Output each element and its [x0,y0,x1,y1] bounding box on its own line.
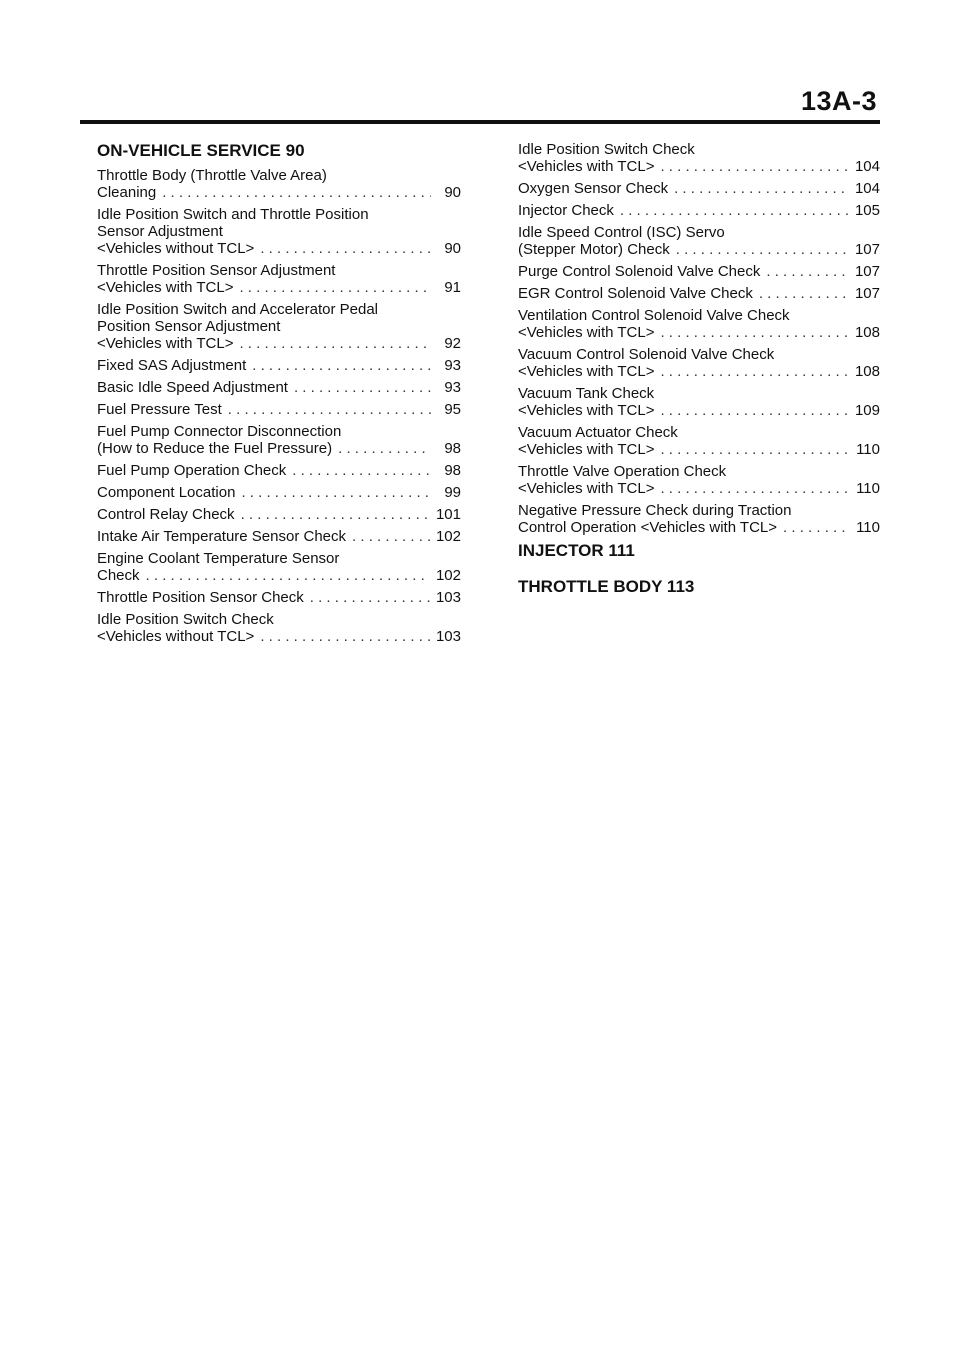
toc-entry[interactable] [97,506,461,523]
toc-entry[interactable] [518,385,880,419]
toc-entry[interactable] [97,401,461,418]
toc-entry-title: Purge Control Solenoid Valve Check [518,263,761,280]
toc-entry-title: Fuel Pressure Test [97,401,222,418]
dot-leader [260,240,431,257]
toc-entry-title: Fixed SAS Adjustment [97,357,247,374]
toc-entry-line: Idle Position Switch and Accelerator Pedal [97,301,378,318]
dot-leader [239,279,431,296]
toc-entry-title: Control Operation <Vehicles with TCL> [518,519,778,536]
dot-leader [674,180,849,197]
section-title: ON-VEHICLE SERVICE [97,141,281,160]
toc-entry-title: <Vehicles with TCL> [518,324,655,341]
dot-leader [766,263,849,280]
toc-entry-title: <Vehicles with TCL> [97,279,234,296]
toc-entry-page: 90 [444,240,461,257]
toc-entry-page: 91 [444,279,461,296]
toc-entry-line: Idle Position Switch Check [97,611,274,628]
dot-leader [660,402,849,419]
toc-entry-title: (How to Reduce the Fuel Pressure) [97,440,333,457]
dot-leader [292,462,431,479]
toc-entry-page: 92 [444,335,461,352]
toc-entry-title: <Vehicles with TCL> [518,402,655,419]
toc-entry-page: 108 [854,363,880,380]
dot-leader [660,158,849,175]
toc-right-entries [518,141,880,536]
toc-entry-line: Ventilation Control Solenoid Valve Check [518,307,790,324]
toc-entry-title: <Vehicles with TCL> [518,158,655,175]
toc-entry-title: <Vehicles with TCL> [518,441,655,458]
toc-entry[interactable] [97,528,461,545]
toc-entry[interactable] [518,346,880,380]
dot-leader [676,241,849,258]
toc-entry-title: <Vehicles with TCL> [518,363,655,380]
toc-entry-line: Vacuum Actuator Check [518,424,678,441]
toc-entry-page: 90 [444,184,461,201]
dot-leader [310,589,430,606]
toc-entry-title: Throttle Position Sensor Check [97,589,304,606]
toc-entry-title: Control Relay Check [97,506,235,523]
toc-entry-page: 110 [856,519,880,536]
section-page: 111 [608,541,635,560]
toc-entry-title: <Vehicles with TCL> [518,480,655,497]
dot-leader [352,528,430,545]
toc-entry-page: 98 [444,462,461,479]
toc-entry-line: Idle Speed Control (ISC) Servo [518,224,725,241]
toc-entry[interactable] [518,463,880,497]
toc-entry[interactable] [97,357,461,374]
toc-entry-page: 95 [444,401,461,418]
dot-leader [252,357,431,374]
dot-leader [660,363,849,380]
dot-leader [241,484,431,501]
toc-entry[interactable] [97,301,461,352]
toc-right-column [518,141,880,613]
toc-entry-title: Oxygen Sensor Check [518,180,669,197]
toc-entry-title: Check [97,567,140,584]
section-page: 113 [666,577,695,596]
dot-leader [660,441,850,458]
toc-entry-line: Idle Position Switch and Throttle Position [97,206,369,223]
toc-entry-line: Throttle Body (Throttle Valve Area) [97,167,327,184]
toc-entry-page: 104 [854,180,880,197]
toc-entry[interactable] [518,224,880,258]
toc-entry-line: Position Sensor Adjustment [97,318,281,335]
toc-entry-title: (Stepper Motor) Check [518,241,670,258]
toc-entry-page: 110 [856,480,880,497]
toc-entry-page: 107 [854,241,880,258]
toc-entry-title: <Vehicles with TCL> [97,335,234,352]
toc-entry-title: Basic Idle Speed Adjustment [97,379,288,396]
toc-entry-page: 98 [444,440,461,457]
toc-entry-page: 101 [435,506,461,523]
toc-entry-line: Vacuum Tank Check [518,385,655,402]
dot-leader [228,401,431,418]
toc-entry[interactable] [518,202,880,219]
toc-entry[interactable] [518,285,880,302]
toc-entry-page: 103 [435,628,461,645]
toc-entry-title: Fuel Pump Operation Check [97,462,287,479]
toc-entry[interactable] [97,423,461,457]
toc-entry[interactable] [97,462,461,479]
toc-entry-title: Injector Check [518,202,614,219]
dot-leader [241,506,430,523]
toc-entry-line: Idle Position Switch Check [518,141,695,158]
toc-entry-title: Intake Air Temperature Sensor Check [97,528,347,545]
dot-leader [239,335,431,352]
toc-entry[interactable] [97,484,461,501]
toc-left-entries [97,167,461,645]
toc-entry-page: 107 [854,263,880,280]
header-rule [80,120,880,124]
toc-entry-page: 104 [854,158,880,175]
toc-entry[interactable] [97,611,461,645]
dot-leader [620,202,849,219]
toc-entry-page: 93 [444,357,461,374]
section-title: INJECTOR [518,541,604,560]
toc-entry-page: 105 [854,202,880,219]
toc-entry-page: 93 [444,379,461,396]
dot-leader [783,519,850,536]
toc-entry-page: 107 [854,285,880,302]
toc-entry-page: 108 [854,324,880,341]
toc-entry-line: Throttle Valve Operation Check [518,463,727,480]
toc-entry-line: Engine Coolant Temperature Sensor [97,550,340,567]
toc-section-on-vehicle-service[interactable] [97,141,461,161]
toc-entry-page: 102 [435,528,461,545]
dot-leader [294,379,431,396]
toc-entry[interactable] [518,424,880,458]
toc-entry[interactable] [518,502,880,536]
toc-entry[interactable] [97,550,461,584]
toc-entry-title: <Vehicles without TCL> [97,240,255,257]
toc-entry-title: <Vehicles without TCL> [97,628,255,645]
toc-entry-line: Sensor Adjustment [97,223,223,240]
section-page: 90 [285,141,305,160]
toc-section-injector[interactable] [518,541,880,561]
toc-entry[interactable] [97,589,461,606]
toc-entry[interactable] [97,206,461,257]
dot-leader [260,628,430,645]
toc-entry[interactable] [97,167,461,201]
dot-leader [660,480,850,497]
toc-left-column [97,141,461,650]
dot-leader [162,184,431,201]
toc-entry[interactable] [97,262,461,296]
toc-entry-page: 103 [435,589,461,606]
toc-entry-page: 99 [444,484,461,501]
toc-entry-title: EGR Control Solenoid Valve Check [518,285,753,302]
toc-entry[interactable] [518,180,880,197]
toc-entry-page: 102 [435,567,461,584]
toc-entry-line: Vacuum Control Solenoid Valve Check [518,346,775,363]
toc-entry[interactable] [518,141,880,175]
toc-entry-page: 109 [854,402,880,419]
toc-entry-line: Fuel Pump Connector Disconnection [97,423,342,440]
toc-section-throttle-body[interactable] [518,577,880,597]
dot-leader [338,440,431,457]
toc-entry-title: Cleaning [97,184,157,201]
dot-leader [146,567,430,584]
toc-entry-line: Throttle Position Sensor Adjustment [97,262,336,279]
dot-leader [759,285,849,302]
toc-entry[interactable] [518,263,880,280]
page-number: 13A-3 [800,86,877,116]
section-title: THROTTLE BODY [518,577,663,596]
toc-entry[interactable] [97,379,461,396]
toc-entry-title: Component Location [97,484,236,501]
toc-entry-page: 110 [856,441,880,458]
toc-entry-line: Negative Pressure Check during Traction [518,502,792,519]
dot-leader [660,324,849,341]
toc-entry[interactable] [518,307,880,341]
